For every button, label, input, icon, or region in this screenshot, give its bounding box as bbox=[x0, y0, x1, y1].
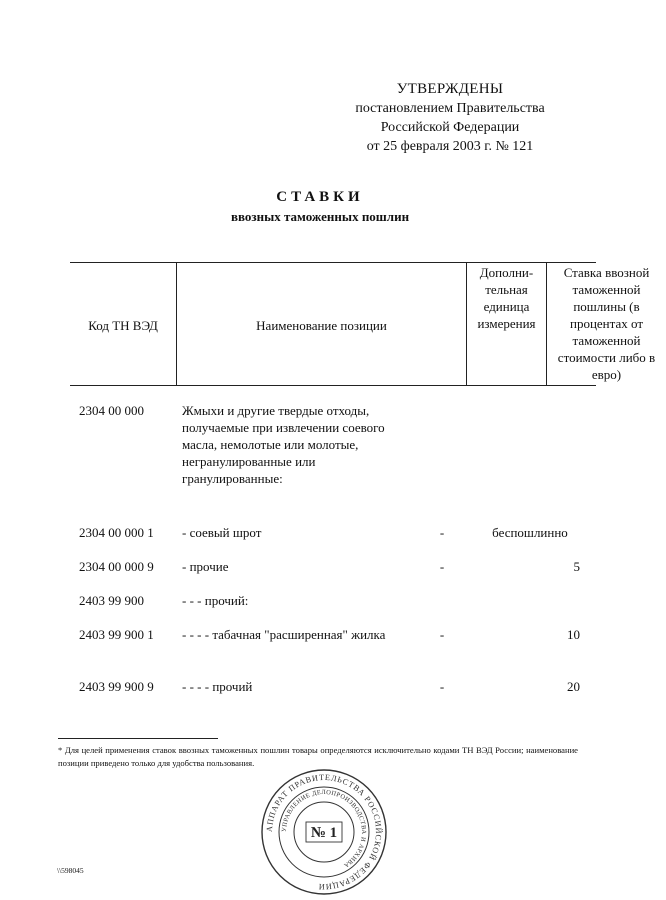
approval-line-2: Российской Федерации bbox=[380, 120, 520, 135]
header-name: Наименование позиции bbox=[176, 263, 466, 385]
rates-table bbox=[70, 262, 656, 694]
table-header bbox=[70, 262, 656, 386]
row-code: 2304 00 000 1 bbox=[79, 525, 154, 540]
header-rate: Ставка ввозной таможенной пошлины (в процентах от таможенной стоимости либо в евро) bbox=[546, 263, 666, 385]
title-main: СТАВКИ bbox=[276, 189, 364, 205]
footnote-divider bbox=[58, 738, 218, 739]
row-unit: - bbox=[439, 525, 445, 540]
seal-outer-text: АППАРАТ ПРАВИТЕЛЬСТВА РОССИЙСКОЙ ФЕДЕРАЦИИ bbox=[264, 772, 384, 892]
official-seal bbox=[260, 768, 388, 896]
row-unit: - bbox=[439, 627, 445, 642]
document-id: \\598045 bbox=[57, 866, 84, 875]
row-name: - - - - табачная "расширенная" жилка bbox=[182, 627, 386, 642]
row-name: - соевый шрот bbox=[182, 525, 262, 540]
row-name: - прочие bbox=[182, 559, 229, 574]
seal-number: № 1 bbox=[310, 825, 338, 841]
row-unit: - bbox=[439, 679, 445, 694]
approval-line-3: от 25 февраля 2003 г. № 121 bbox=[366, 139, 534, 154]
approval-line-1: постановлением Правительства bbox=[355, 101, 545, 116]
row-rate: 5 bbox=[573, 559, 580, 574]
row-rate: беспошлинно bbox=[492, 525, 568, 540]
row-name: - - - - прочий bbox=[182, 679, 253, 694]
row-rate: 10 bbox=[567, 627, 580, 642]
row-name: Жмыхи и другие твердые отходы, получаемые при извлечении соевого масла, немолотые или молотые, негранулированные или гранулированные: bbox=[182, 403, 385, 486]
row-code: 2304 00 000 bbox=[79, 403, 144, 418]
approval-block bbox=[330, 80, 570, 156]
row-code: 2304 00 000 9 bbox=[79, 559, 154, 574]
row-unit: - bbox=[439, 559, 445, 574]
seal-inner-text: УПРАВЛЕНИЕ ДЕЛОПРОИЗВОДСТВА И АРХИВА bbox=[280, 788, 368, 869]
row-rate: 20 bbox=[567, 679, 580, 694]
row-code: 2403 99 900 bbox=[79, 593, 144, 608]
row-name: - - - прочий: bbox=[182, 593, 249, 608]
row-code: 2403 99 900 1 bbox=[79, 627, 154, 642]
row-code: 2403 99 900 9 bbox=[79, 679, 154, 694]
approval-heading: УТВЕРЖДЕНЫ bbox=[396, 81, 504, 97]
header-code: Код ТН ВЭД bbox=[88, 318, 158, 333]
header-unit: Дополни-тельная единица измерения bbox=[466, 263, 546, 385]
footnote: * Для целей применения ставок ввозных таможенных пошлин товары определяются исключительно кодами ТН ВЭД России; наименование позиции приведено только для удобства пользования. bbox=[58, 745, 578, 768]
title-sub: ввозных таможенных пошлин bbox=[230, 209, 410, 224]
